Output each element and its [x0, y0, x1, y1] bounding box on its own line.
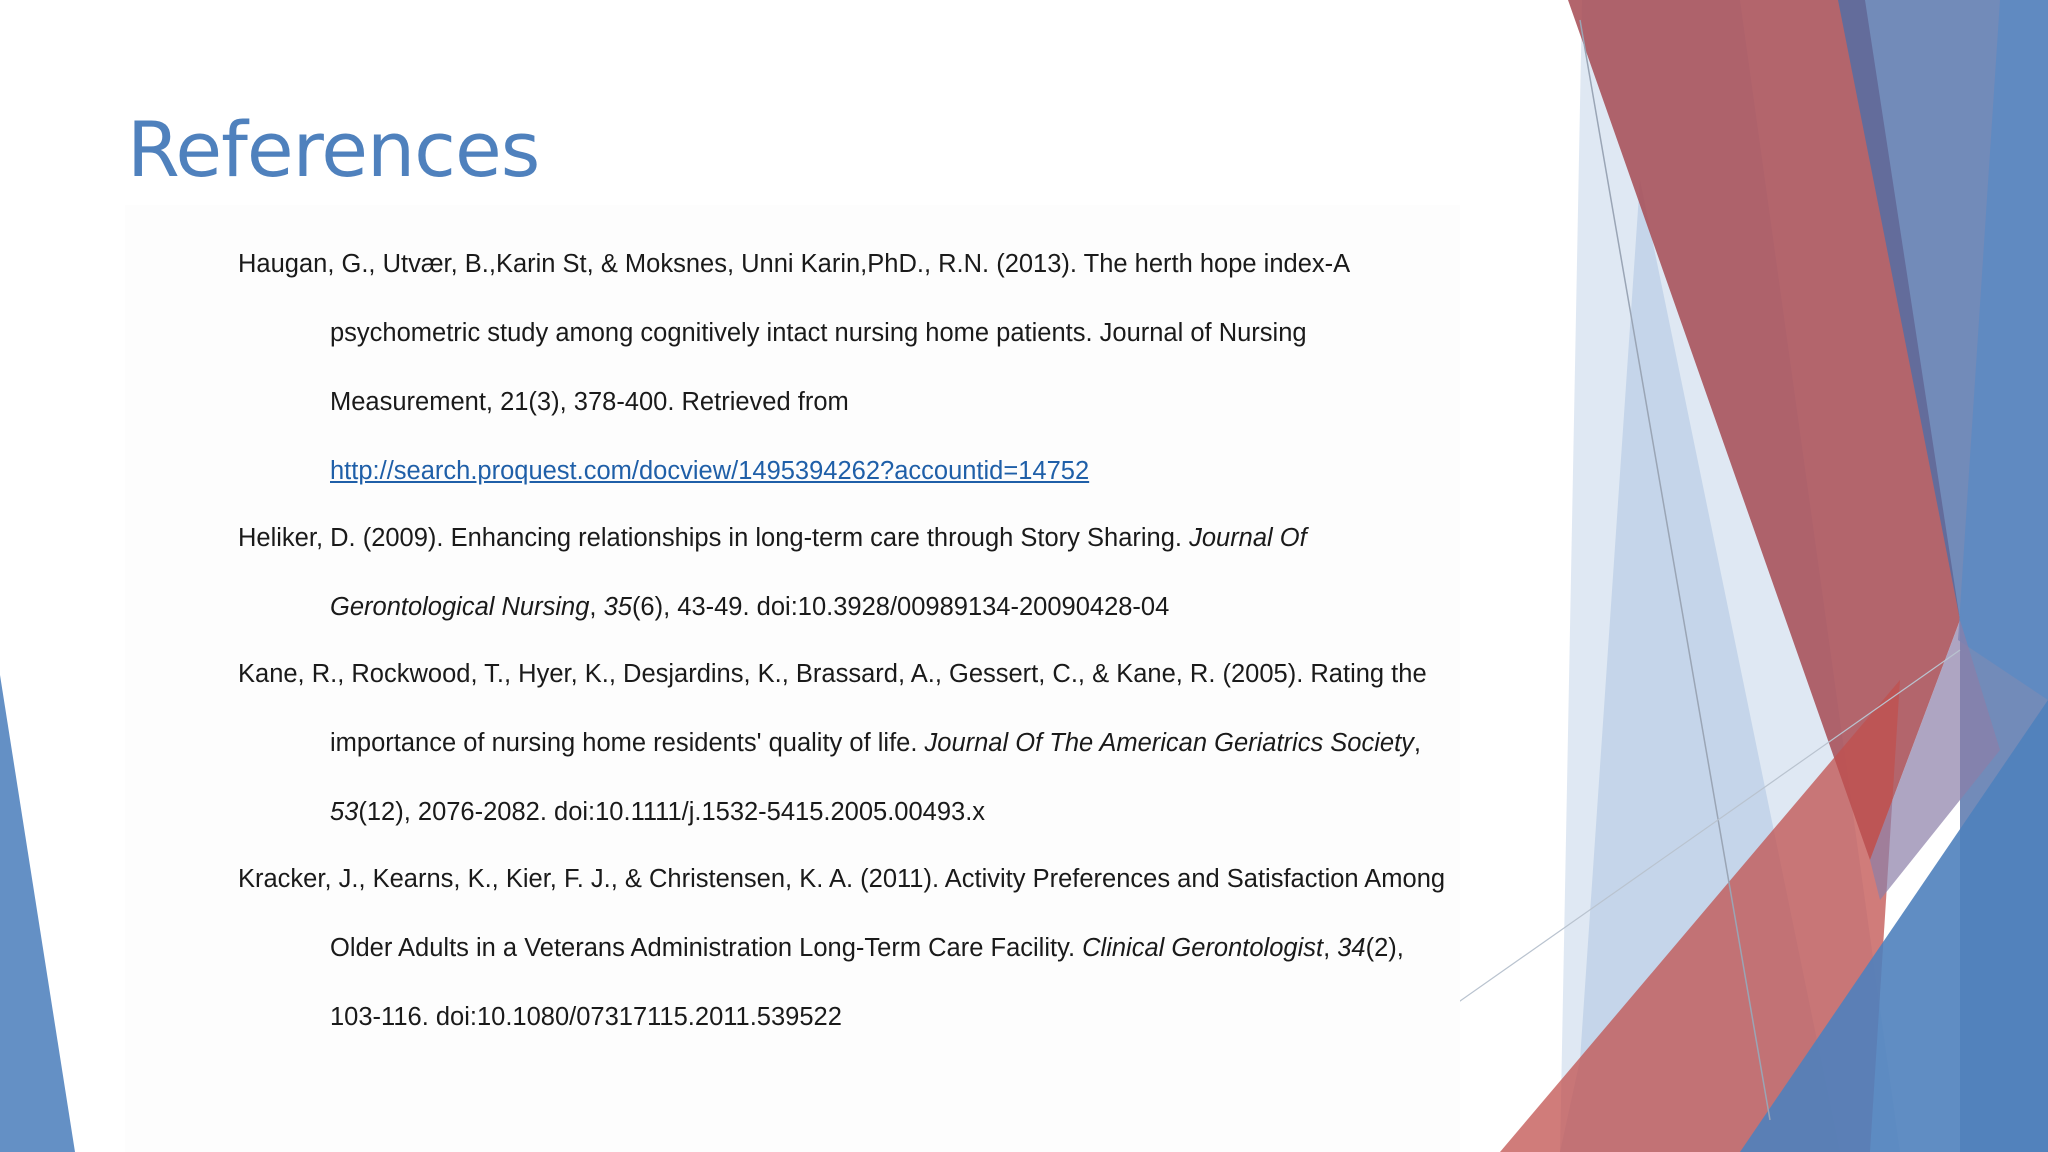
reference-text-part: , [1323, 934, 1338, 962]
reference-text-part: importance of nursing home residents' quality of life. [330, 729, 925, 757]
journal-name: Journal Of The American Geriatrics Society [924, 729, 1414, 757]
reference-text: Kracker, J., Kearns, K., Kier, F. J., & Christensen, K. A. (2011). Activity Preferences and Satisfaction Among [238, 865, 1446, 893]
reference-text: psychometric study among cognitively intact nursing home patients. Journal of Nursing [330, 319, 1307, 347]
reference-text [238, 583, 1468, 631]
reference-text-part: , [589, 593, 604, 621]
reference-text-part: Older Adults in a Veterans Administration Long-Term Care Facility. [330, 934, 1083, 962]
reference-text-part: , [1413, 729, 1422, 757]
page-title: References [127, 105, 540, 194]
reference-text: Haugan, G., Utvær, B.,Karin St, & Moksnes, Unni Karin,PhD., R.N. (2013). The herth hope index-A [238, 250, 1351, 278]
reference-link[interactable]: http://search.proquest.com/docview/1495394262?accountid=14752 [330, 457, 1090, 485]
journal-name: Gerontological Nursing [330, 593, 590, 621]
left-blue-accent-shape [0, 675, 75, 1152]
reference-text: 103-116. doi:10.1080/07317115.2011.539522 [330, 1003, 842, 1031]
volume-number: 53 [330, 798, 359, 826]
reference-entry [238, 855, 1468, 1041]
reference-text [238, 514, 1468, 583]
journal-name: Clinical Gerontologist [1082, 934, 1324, 962]
reference-entry [238, 240, 1468, 495]
journal-name: Journal Of [1189, 524, 1307, 552]
volume-number: 35 [603, 593, 632, 621]
reference-entry [238, 650, 1468, 836]
volume-number: 34 [1337, 934, 1366, 962]
reference-text-part: (2), [1365, 934, 1404, 962]
reference-text: Kane, R., Rockwood, T., Hyer, K., Desjardins, K., Brassard, A., Gessert, C., & Kane, R. (2005). Rating the [238, 660, 1427, 688]
reference-entry [238, 514, 1468, 631]
reference-text [238, 924, 1468, 993]
reference-list [238, 240, 1468, 1060]
reference-text-part: Heliker, D. (2009). Enhancing relationships in long-term care through Story Sharing. [238, 524, 1190, 552]
reference-text-part: (12), 2076-2082. doi:10.1111/j.1532-5415.2005.00493.x [358, 798, 986, 826]
reference-text: Measurement, 21(3), 378-400. Retrieved from [330, 388, 849, 416]
reference-text [238, 719, 1468, 788]
reference-text-part: (6), 43-49. doi:10.3928/00989134-20090428-04 [631, 593, 1170, 621]
reference-link-line [238, 447, 1468, 495]
reference-text [238, 788, 1468, 836]
